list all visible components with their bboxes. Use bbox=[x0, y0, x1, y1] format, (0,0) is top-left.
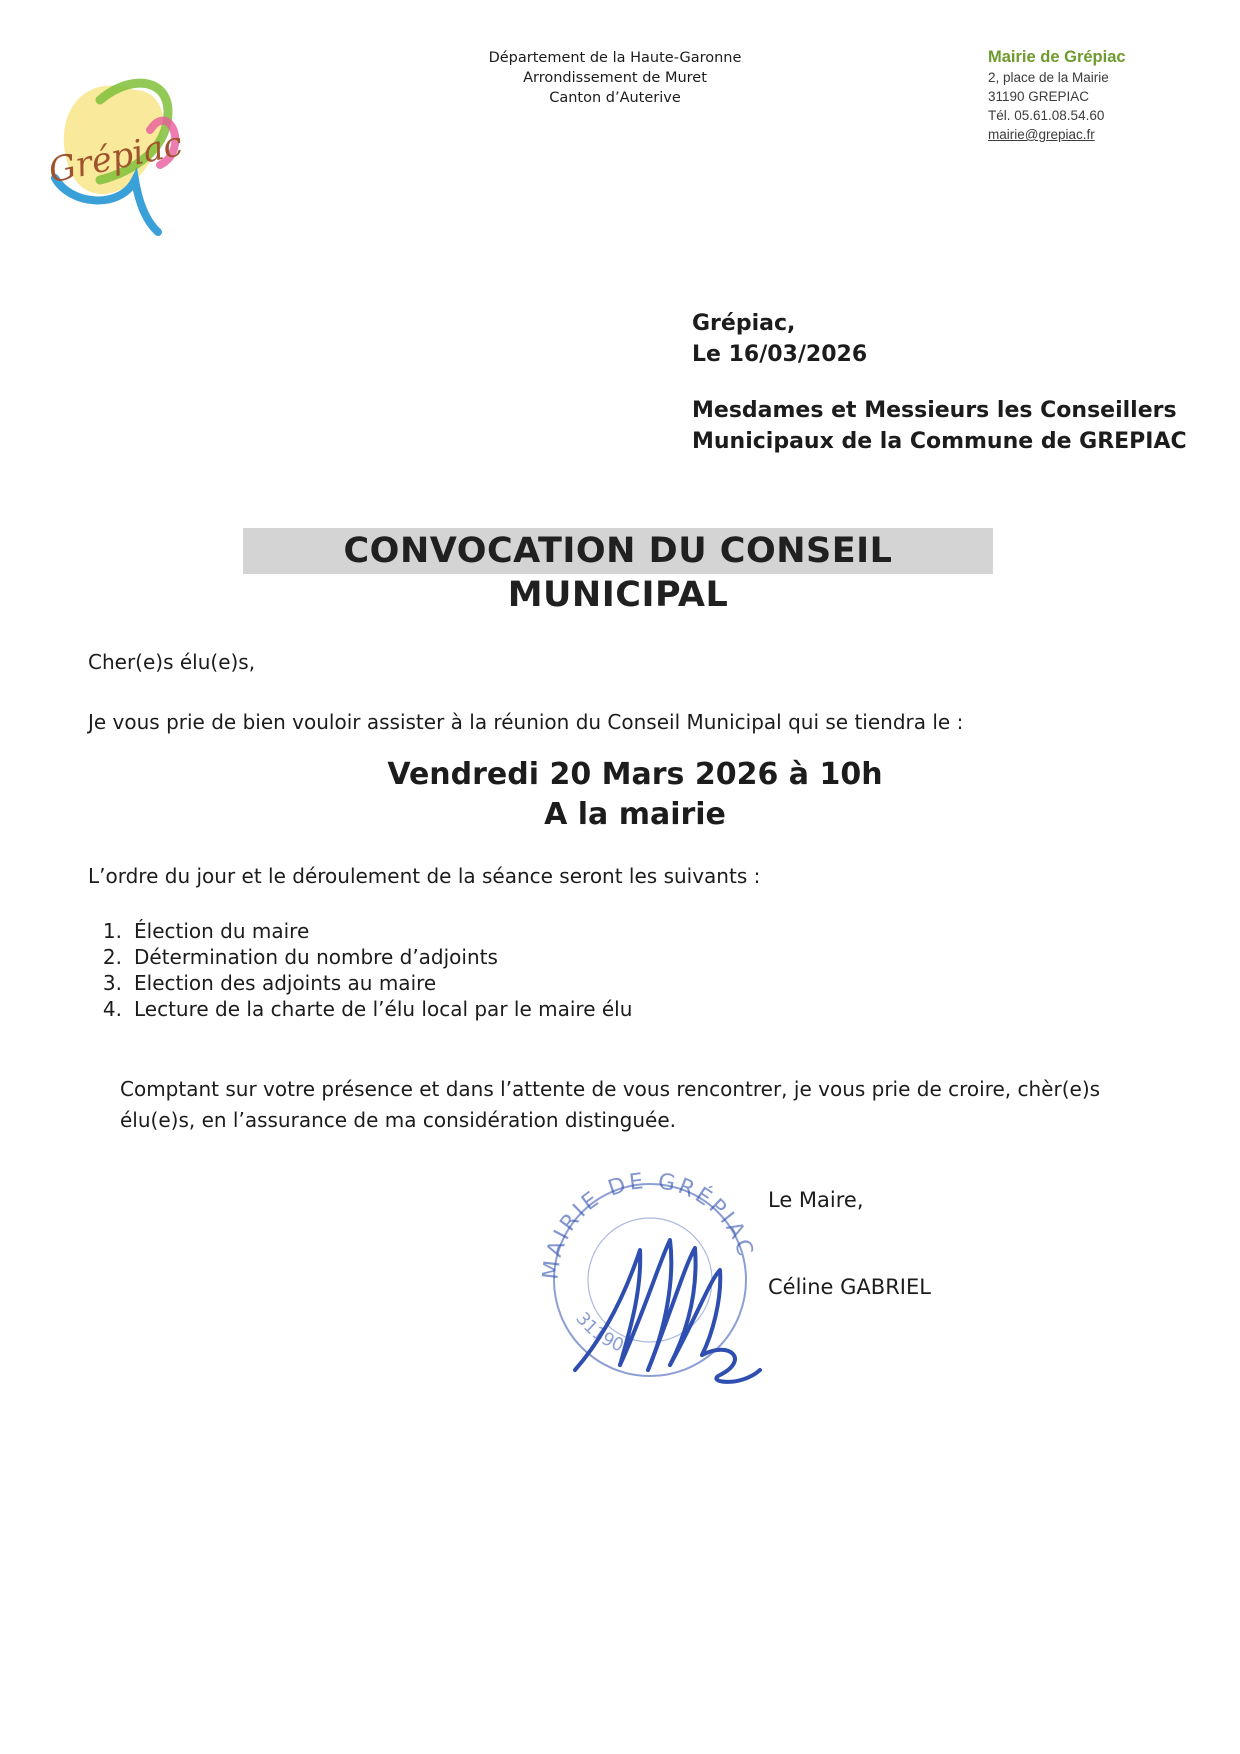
arrondissement: Arrondissement de Muret bbox=[523, 70, 707, 86]
agenda-item bbox=[90, 944, 632, 970]
intro-paragraph: Je vous prie de bien vouloir assister à la réunion du Conseil Municipal qui se tiendra le : bbox=[88, 710, 964, 734]
recipient-line2: Municipaux de la Commune de GREPIAC bbox=[692, 429, 1187, 454]
svg-text:Grépiac: Grépiac bbox=[45, 124, 187, 192]
agenda-item bbox=[90, 970, 632, 996]
closing-paragraph: Comptant sur votre présence et dans l’attente de vous rencontrer, je vous prie de croire, chèr(e)s élu(e)s, en l’assurance de ma considération distinguée. bbox=[120, 1077, 1101, 1132]
agenda-item-text: Élection du maire bbox=[134, 919, 310, 943]
recipient-block bbox=[692, 395, 1187, 457]
canton: Canton d’Auterive bbox=[549, 90, 681, 106]
agenda-item-text: Election des adjoints au maire bbox=[134, 971, 437, 995]
administrative-header bbox=[440, 48, 790, 108]
recipient-line1: Mesdames et Messieurs les Conseillers bbox=[692, 398, 1177, 423]
svg-text:MAIRIE DE GRÉPIAC: MAIRIE DE GRÉPIAC bbox=[538, 1168, 759, 1281]
salutation: Cher(e)s élu(e)s, bbox=[88, 650, 256, 674]
agenda-item-number: 2. bbox=[102, 945, 122, 969]
mairie-phone: Tél. 05.61.08.54.60 bbox=[988, 108, 1105, 123]
mairie-name: Mairie de Grépiac bbox=[988, 48, 1126, 66]
mairie-address-line2: 31190 GREPIAC bbox=[988, 89, 1090, 104]
agenda-item bbox=[90, 996, 632, 1022]
agenda-item bbox=[90, 918, 632, 944]
mairie-email-link[interactable]: mairie@grepiac.fr bbox=[988, 127, 1095, 142]
agenda-item-text: Détermination du nombre d’adjoints bbox=[134, 945, 498, 969]
letter-place: Grépiac, bbox=[692, 311, 796, 336]
department: Département de la Haute-Garonne bbox=[488, 50, 742, 66]
agenda-item-text: Lecture de la charte de l’élu local par le maire élu bbox=[134, 997, 633, 1021]
agenda-list bbox=[90, 918, 632, 1022]
grepiac-logo bbox=[40, 60, 190, 240]
agenda-item-number: 3. bbox=[102, 971, 122, 995]
signature bbox=[575, 1240, 760, 1382]
svg-text:31190: 31190 bbox=[571, 1308, 627, 1357]
place-date-block bbox=[692, 308, 867, 370]
agenda-intro: L’ordre du jour et le déroulement de la séance seront les suivants : bbox=[88, 864, 761, 888]
agenda-item-number: 1. bbox=[102, 919, 122, 943]
meeting-date: Vendredi 20 Mars 2026 à 10h bbox=[387, 757, 883, 792]
official-stamp bbox=[530, 1160, 790, 1400]
meeting-place: A la mairie bbox=[544, 797, 726, 832]
agenda-item-number: 4. bbox=[102, 997, 122, 1021]
signer-name: Céline GABRIEL bbox=[768, 1275, 931, 1299]
mairie-address-line1: 2, place de la Mairie bbox=[988, 70, 1109, 85]
mairie-contact bbox=[988, 46, 1218, 144]
document-title: CONVOCATION DU CONSEIL MUNICIPAL bbox=[343, 531, 893, 615]
signer-role: Le Maire, bbox=[768, 1188, 864, 1212]
letter-date: Le 16/03/2026 bbox=[692, 342, 868, 367]
